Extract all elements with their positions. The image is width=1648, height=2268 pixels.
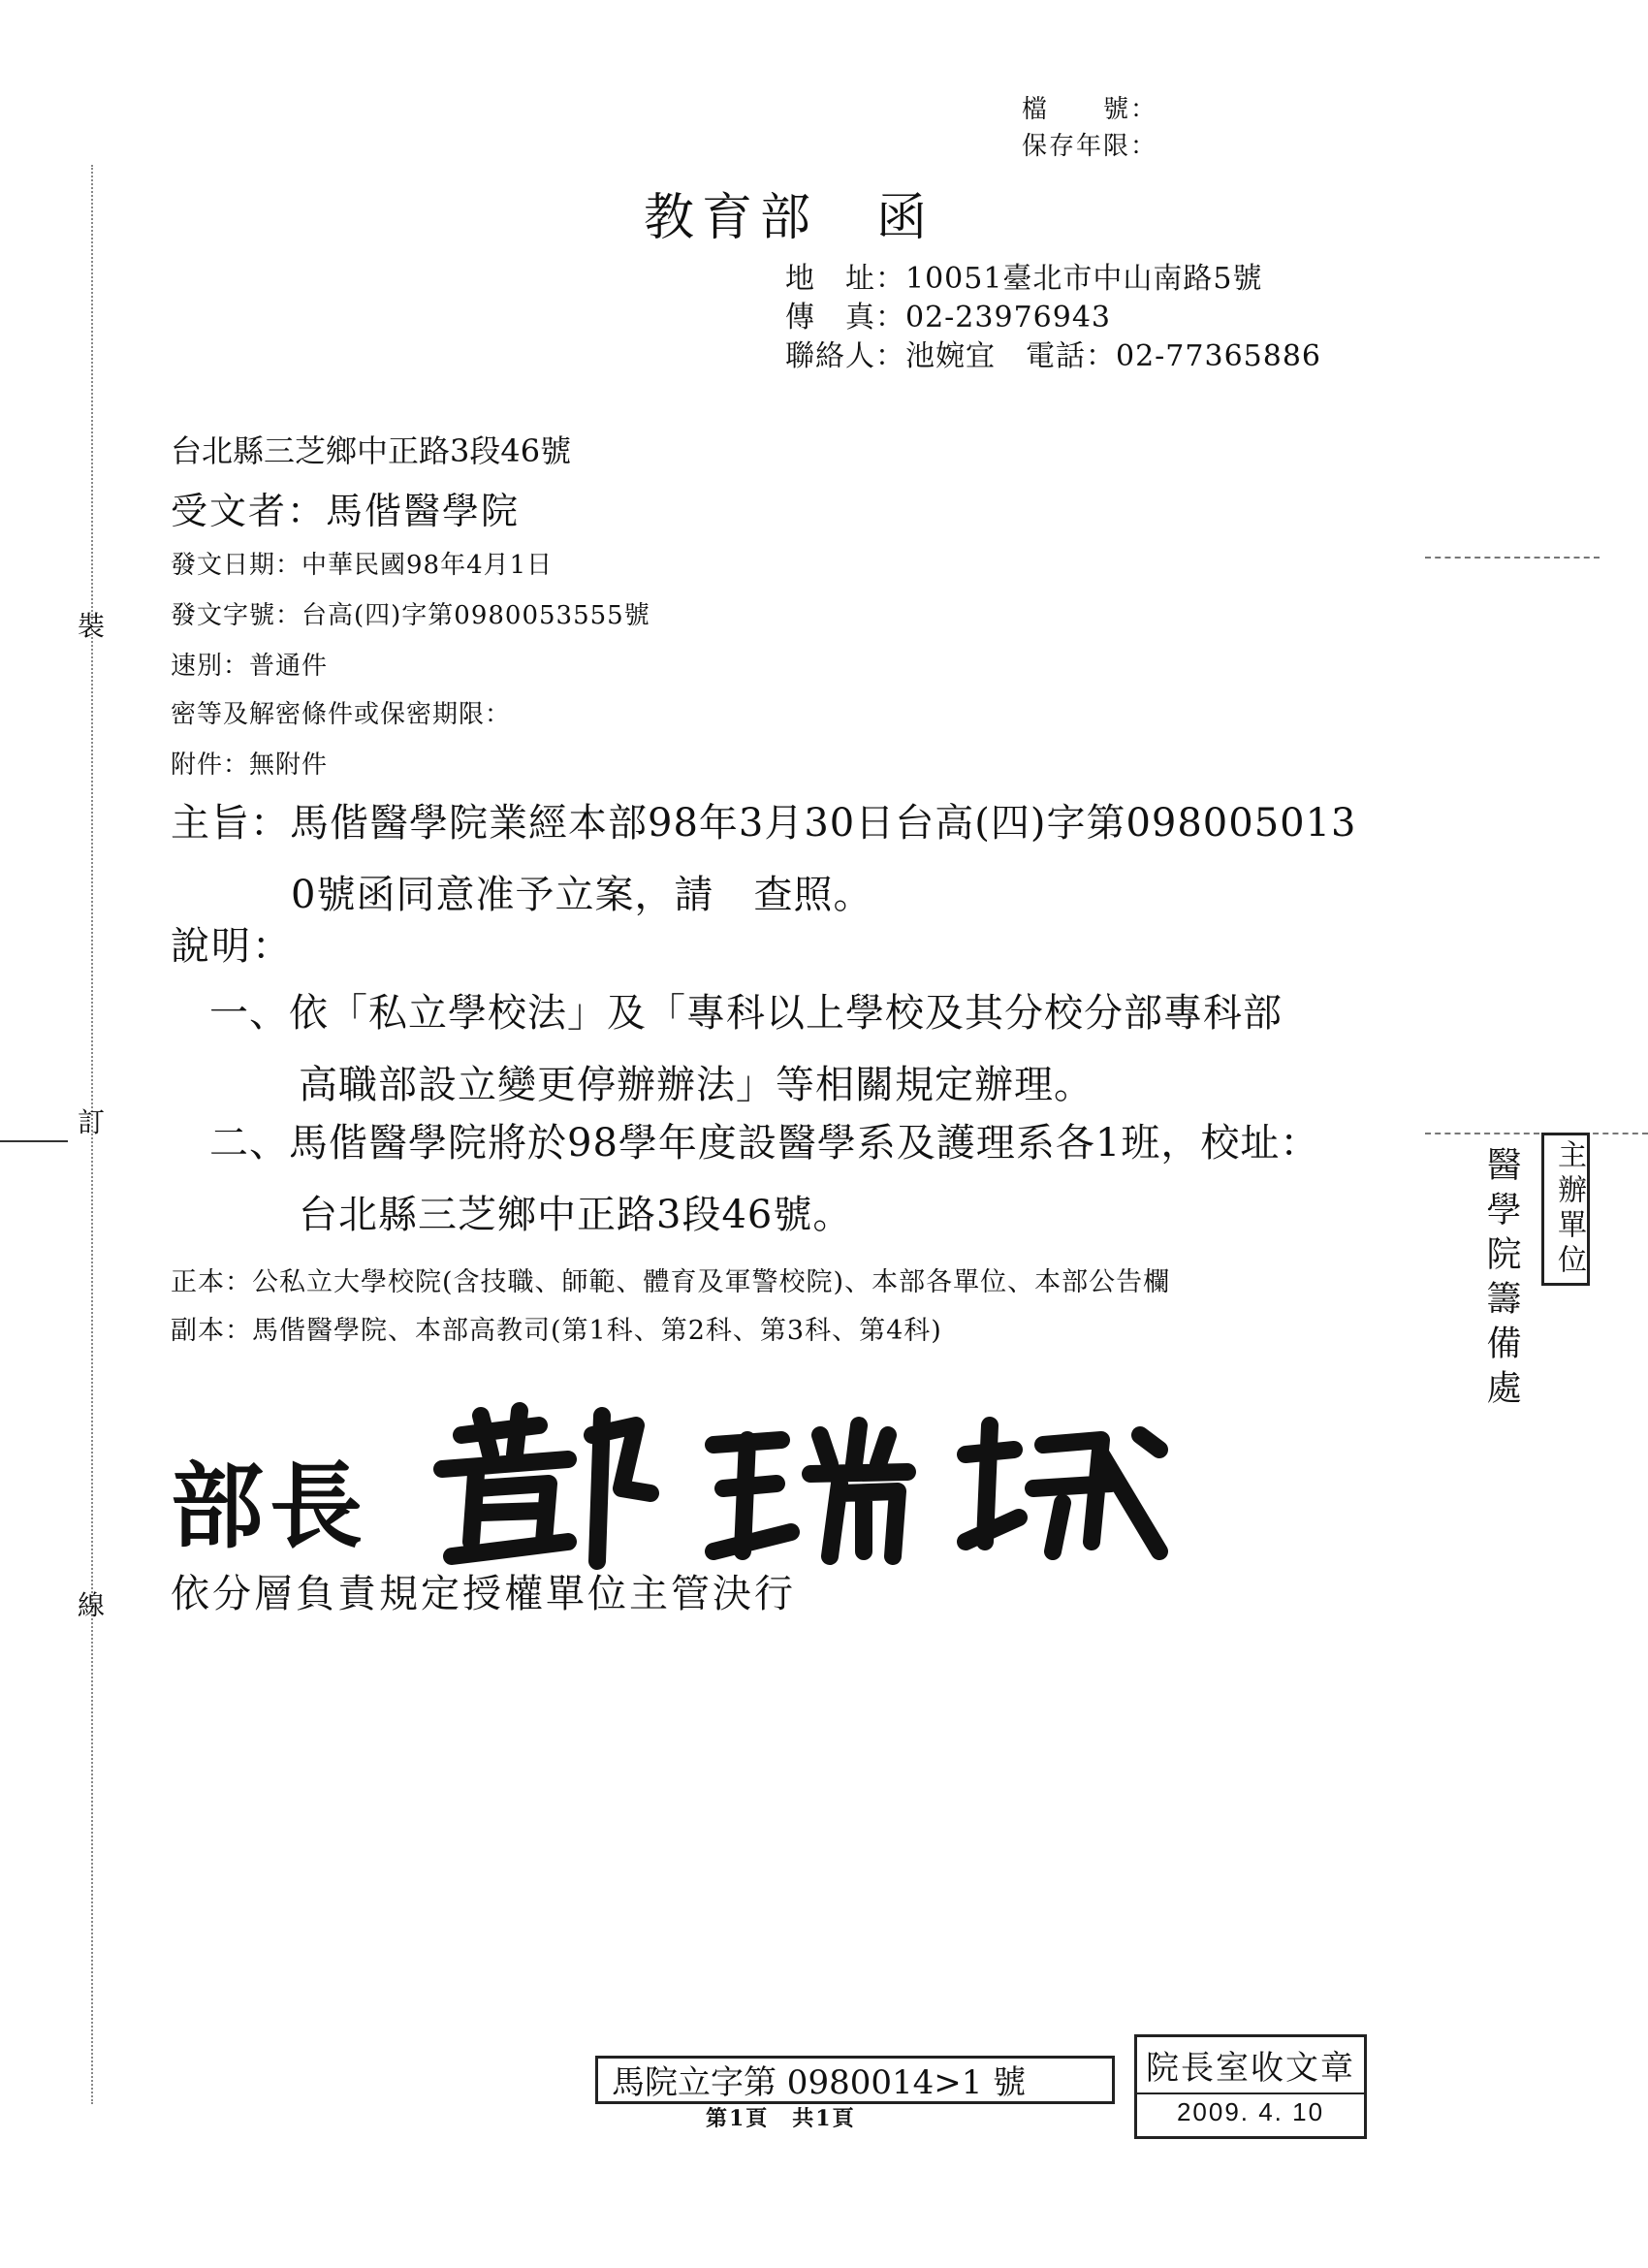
speed-class: 速別：普通件 — [171, 652, 329, 681]
explanation-item-2-line-2: 台北縣三芝鄉中正路3段46號。 — [299, 1193, 853, 1237]
signature-image — [423, 1396, 1198, 1571]
contact-fax: 傳 真：02-23976943 — [785, 301, 1112, 335]
explanation-label: 說明： — [171, 924, 293, 969]
distribution-copy: 副本：馬偕醫學院、本部高教司(第1科、第2科、第3科、第4科) — [171, 1316, 942, 1346]
explanation-item — [209, 977, 1431, 1121]
page-count: 第1頁 共1頁 — [706, 2106, 856, 2131]
received-stamp-title: 院長室收文章 — [1137, 2041, 1364, 2094]
binding-mark-xian: 線 — [78, 1589, 106, 1621]
binding-mark-ding: 訂 — [78, 1106, 106, 1138]
explanation-item-2-line-1: 二、馬偕醫學院將於98學年度設醫學系及護理系各1班，校址： — [209, 1121, 1320, 1166]
margin-rule — [1425, 557, 1600, 559]
explanation-item — [209, 1107, 1431, 1251]
subject — [171, 787, 1431, 931]
subject-line-2: 0號函同意准予立案，請 查照。 — [291, 873, 873, 917]
recipient: 受文者：馬偕醫學院 — [171, 490, 521, 532]
receipt-number-stamp: 馬院立字第 0980014>1 號 — [595, 2056, 1115, 2104]
file-number-label: 檔 號： — [1022, 95, 1158, 124]
handling-unit-name: 醫學院籌備處 — [1481, 1146, 1521, 1414]
distribution-main: 正本：公私立大學校院(含技職、師範、體育及軍警校院)、本部各單位、本部公告欄 — [171, 1267, 1171, 1297]
binding-tick — [0, 1140, 68, 1142]
attachment: 附件：無附件 — [171, 751, 329, 780]
authorization-note: 依分層負責規定授權單位主管決行 — [171, 1572, 796, 1616]
contact-person: 聯絡人：池婉宜 電話：02-77365886 — [785, 339, 1322, 373]
document-title: 教育部 函 — [644, 189, 935, 247]
recipient-address: 台北縣三芝鄉中正路3段46號 — [171, 432, 572, 469]
contact-address: 地 址：10051臺北市中山南路5號 — [785, 262, 1263, 296]
handling-unit-stamp — [1474, 1133, 1590, 1414]
retention-label: 保存年限： — [1022, 132, 1158, 161]
explanation-item-1-line-2: 高職部設立變更停辦辦法」等相關規定辦理。 — [299, 1063, 1093, 1107]
signature-title: 部長 — [171, 1452, 368, 1561]
handling-unit-label: 主辦單位 — [1541, 1133, 1590, 1286]
received-stamp — [1134, 2034, 1367, 2139]
document-number: 發文字號：台高(四)字第0980053555號 — [171, 601, 650, 630]
explanation-item-1-line-1: 一、依「私立學校法」及「專科以上學校及其分校分部專科部 — [209, 991, 1283, 1036]
binding-mark-zhuang: 裝 — [78, 610, 106, 642]
subject-line-1: 主旨：馬偕醫學院業經本部98年3月30日台高(四)字第098005013 — [171, 801, 1357, 846]
security-level: 密等及解密條件或保密期限： — [171, 700, 512, 729]
received-date: 2009. 4. 10 — [1176, 2097, 1325, 2126]
issue-date: 發文日期：中華民國98年4月1日 — [171, 551, 554, 580]
